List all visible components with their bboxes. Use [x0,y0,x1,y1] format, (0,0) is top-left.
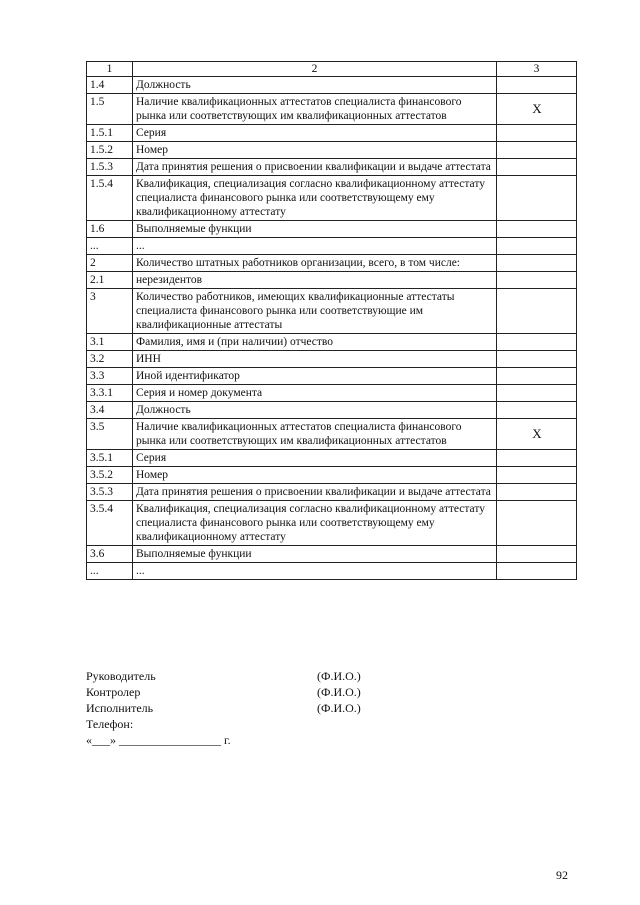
table-row [87,351,577,368]
table-row [87,402,577,419]
row-mark [497,272,577,289]
row-mark [497,176,577,221]
row-code: ... [87,238,133,255]
row-code: 3.5.3 [87,484,133,501]
row-text: Дата принятия решения о присвоении квалификации и выдаче аттестата [133,159,497,176]
table-header-row [87,62,577,77]
row-mark [497,450,577,467]
row-mark [497,142,577,159]
head-fio: (Ф.И.О.) [317,669,361,683]
row-text: Серия и номер документа [133,385,497,402]
row-code: 3.4 [87,402,133,419]
date-row [86,732,406,748]
table-row [87,450,577,467]
row-text: Выполняемые функции [133,546,497,563]
executor-fio: (Ф.И.О.) [317,701,361,715]
row-code: 3.5.2 [87,467,133,484]
row-code: 3.5 [87,419,133,450]
row-code: 3.6 [87,546,133,563]
date-line: «___» _________________ г. [86,733,231,747]
table-row [87,385,577,402]
row-code: 1.5.1 [87,125,133,142]
table-row [87,272,577,289]
row-text: Номер [133,467,497,484]
row-code: 3.2 [87,351,133,368]
row-text: Должность [133,77,497,94]
controller-label: Контролер [86,685,141,699]
row-text: Квалификация, специализация согласно квалификационному аттестату специалиста финансового рынка или соответствующему ему квалификационному аттестату [133,176,497,221]
row-code: 3.5.4 [87,501,133,546]
table-row [87,419,577,450]
row-mark [497,563,577,580]
head-row [86,668,406,684]
page-number: 92 [556,868,568,882]
row-mark [497,402,577,419]
row-code: 2.1 [87,272,133,289]
row-text: Наличие квалификационных аттестатов специалиста финансового рынка или соответствующих им квалификационных аттестатов [133,419,497,450]
table-row [87,368,577,385]
row-code: 3.3 [87,368,133,385]
table-row [87,334,577,351]
row-text: Выполняемые функции [133,221,497,238]
row-code: 1.5 [87,94,133,125]
row-text: ИНН [133,351,497,368]
row-mark [497,125,577,142]
row-text: Серия [133,450,497,467]
row-code: 1.4 [87,77,133,94]
form-table-body [87,62,577,580]
row-mark [497,467,577,484]
row-text: нерезидентов [133,272,497,289]
executor-label: Исполнитель [86,701,154,715]
head-label: Руководитель [86,669,156,683]
row-text: Номер [133,142,497,159]
row-mark [497,501,577,546]
row-text: Должность [133,402,497,419]
row-mark [497,368,577,385]
row-mark: X [497,94,577,125]
phone-row [86,716,406,732]
phone-label: Телефон: [86,717,134,731]
row-text: Квалификация, специализация согласно квалификационному аттестату специалиста финансового рынка или соответствующему ему квалификационному аттестату [133,501,497,546]
row-code: 2 [87,255,133,272]
row-mark [497,334,577,351]
controller-row [86,684,406,700]
table-row [87,501,577,546]
row-mark [497,77,577,94]
row-text: Количество штатных работников организации, всего, в том числе: [133,255,497,272]
row-mark [497,159,577,176]
row-mark [497,289,577,334]
header-col-3: 3 [497,62,577,77]
row-code: 3.3.1 [87,385,133,402]
table-row [87,176,577,221]
table-row [87,546,577,563]
table-row [87,159,577,176]
table-row [87,563,577,580]
row-text: Серия [133,125,497,142]
row-code: 1.5.2 [87,142,133,159]
table-row [87,255,577,272]
row-text: ... [133,238,497,255]
executor-row [86,700,406,716]
row-code: 3.1 [87,334,133,351]
row-code: 1.6 [87,221,133,238]
form-table [86,61,577,580]
table-row [87,467,577,484]
row-text: Иной идентификатор [133,368,497,385]
table-row [87,221,577,238]
row-code: 3 [87,289,133,334]
row-mark [497,255,577,272]
signature-block [86,668,406,748]
row-code: 3.5.1 [87,450,133,467]
row-code: 1.5.3 [87,159,133,176]
table-row [87,77,577,94]
header-col-2: 2 [133,62,497,77]
table-row [87,238,577,255]
table-row [87,289,577,334]
table-row [87,125,577,142]
row-mark [497,484,577,501]
row-mark: X [497,419,577,450]
row-mark [497,238,577,255]
header-col-1: 1 [87,62,133,77]
table-row [87,94,577,125]
row-text: Дата принятия решения о присвоении квалификации и выдаче аттестата [133,484,497,501]
table-row [87,484,577,501]
row-text: Количество работников, имеющих квалификационные аттестаты специалиста финансового рынка или соответствующие им квалификационные аттестаты [133,289,497,334]
row-mark [497,385,577,402]
row-mark [497,351,577,368]
row-text: Наличие квалификационных аттестатов специалиста финансового рынка или соответствующих им квалификационных аттестатов [133,94,497,125]
table-row [87,142,577,159]
row-text: ... [133,563,497,580]
row-mark [497,546,577,563]
row-code: ... [87,563,133,580]
row-mark [497,221,577,238]
row-code: 1.5.4 [87,176,133,221]
controller-fio: (Ф.И.О.) [317,685,361,699]
row-text: Фамилия, имя и (при наличии) отчество [133,334,497,351]
